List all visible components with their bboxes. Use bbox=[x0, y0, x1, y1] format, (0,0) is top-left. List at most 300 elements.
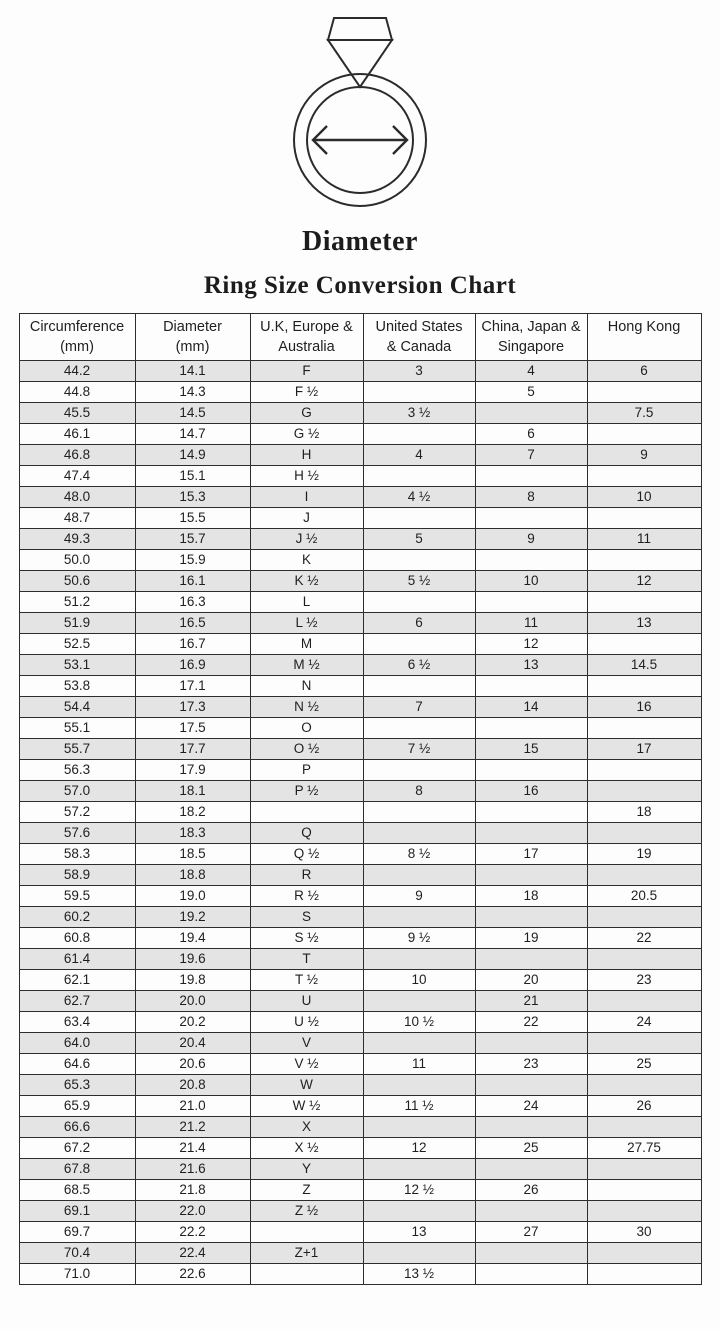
table-cell: M ½ bbox=[250, 655, 363, 676]
table-cell: 17.1 bbox=[135, 676, 250, 697]
table-cell: 23 bbox=[587, 970, 701, 991]
column-header-china-japan-singapore: China, Japan & Singapore bbox=[475, 314, 587, 361]
table-cell bbox=[363, 1201, 475, 1222]
table-row bbox=[19, 1033, 701, 1054]
table-cell: 12 ½ bbox=[363, 1180, 475, 1201]
table-cell: 6 bbox=[475, 424, 587, 445]
table-cell bbox=[587, 781, 701, 802]
table-cell: 52.5 bbox=[19, 634, 135, 655]
table-cell: 17.3 bbox=[135, 697, 250, 718]
table-cell: 22.0 bbox=[135, 1201, 250, 1222]
table-cell: 14.9 bbox=[135, 445, 250, 466]
table-row bbox=[19, 466, 701, 487]
table-cell: 14.3 bbox=[135, 382, 250, 403]
table-cell: 22 bbox=[587, 928, 701, 949]
table-cell: 7 bbox=[475, 445, 587, 466]
table-cell bbox=[363, 718, 475, 739]
table-cell bbox=[587, 592, 701, 613]
table-cell: 13 ½ bbox=[363, 1264, 475, 1285]
table-cell bbox=[587, 991, 701, 1012]
table-cell: 10 ½ bbox=[363, 1012, 475, 1033]
table-cell: 6 bbox=[587, 361, 701, 382]
table-cell: 19.8 bbox=[135, 970, 250, 991]
table-cell: 18.5 bbox=[135, 844, 250, 865]
table-cell: 53.8 bbox=[19, 676, 135, 697]
table-cell: Z+1 bbox=[250, 1243, 363, 1264]
table-cell: V bbox=[250, 1033, 363, 1054]
table-cell: 65.3 bbox=[19, 1075, 135, 1096]
table-cell bbox=[475, 1243, 587, 1264]
table-row bbox=[19, 550, 701, 571]
table-cell bbox=[363, 1117, 475, 1138]
table-row bbox=[19, 1117, 701, 1138]
table-cell bbox=[475, 865, 587, 886]
table-cell: 16.1 bbox=[135, 571, 250, 592]
table-row bbox=[19, 676, 701, 697]
table-cell: P ½ bbox=[250, 781, 363, 802]
table-row bbox=[19, 655, 701, 676]
table-cell: 15.5 bbox=[135, 508, 250, 529]
table-cell: 6 ½ bbox=[363, 655, 475, 676]
table-cell bbox=[475, 718, 587, 739]
table-cell: 16 bbox=[587, 697, 701, 718]
table-cell: 19 bbox=[475, 928, 587, 949]
table-row bbox=[19, 1201, 701, 1222]
table-cell: 67.8 bbox=[19, 1159, 135, 1180]
table-cell: 47.4 bbox=[19, 466, 135, 487]
table-cell: 17.5 bbox=[135, 718, 250, 739]
table-cell: 10 bbox=[475, 571, 587, 592]
diamond-pavilion-shape bbox=[328, 40, 392, 87]
table-cell: 8 bbox=[363, 781, 475, 802]
table-cell: 14.1 bbox=[135, 361, 250, 382]
table-cell: O ½ bbox=[250, 739, 363, 760]
table-cell: 53.1 bbox=[19, 655, 135, 676]
table-cell: 17 bbox=[587, 739, 701, 760]
table-cell: 45.5 bbox=[19, 403, 135, 424]
table-cell: 62.1 bbox=[19, 970, 135, 991]
table-cell: 10 bbox=[363, 970, 475, 991]
table-cell bbox=[587, 823, 701, 844]
table-cell: 48.0 bbox=[19, 487, 135, 508]
table-cell: 20.0 bbox=[135, 991, 250, 1012]
table-cell: 15.3 bbox=[135, 487, 250, 508]
table-cell bbox=[363, 1033, 475, 1054]
table-cell bbox=[587, 907, 701, 928]
table-cell bbox=[587, 466, 701, 487]
table-cell bbox=[475, 466, 587, 487]
table-cell bbox=[587, 1075, 701, 1096]
table-cell: 12 bbox=[363, 1138, 475, 1159]
column-header-diameter: Diameter (mm) bbox=[135, 314, 250, 361]
table-cell: T ½ bbox=[250, 970, 363, 991]
table-cell: 70.4 bbox=[19, 1243, 135, 1264]
table-cell: 5 bbox=[363, 529, 475, 550]
table-cell bbox=[363, 1075, 475, 1096]
diameter-arrow bbox=[313, 126, 407, 154]
table-cell: 17.9 bbox=[135, 760, 250, 781]
table-cell bbox=[587, 1117, 701, 1138]
table-cell: 18.8 bbox=[135, 865, 250, 886]
table-cell: 11 bbox=[363, 1054, 475, 1075]
table-row bbox=[19, 991, 701, 1012]
table-cell: 15 bbox=[475, 739, 587, 760]
table-cell bbox=[363, 550, 475, 571]
table-cell: H ½ bbox=[250, 466, 363, 487]
table-cell bbox=[587, 1159, 701, 1180]
table-cell bbox=[363, 1159, 475, 1180]
table-cell bbox=[363, 760, 475, 781]
table-cell: 20.2 bbox=[135, 1012, 250, 1033]
table-cell bbox=[250, 802, 363, 823]
table-row bbox=[19, 865, 701, 886]
table-cell bbox=[475, 907, 587, 928]
conversion-table-body bbox=[19, 361, 701, 1285]
table-cell bbox=[363, 907, 475, 928]
table-cell: 57.6 bbox=[19, 823, 135, 844]
table-cell bbox=[475, 676, 587, 697]
table-cell: 62.7 bbox=[19, 991, 135, 1012]
table-cell: Z ½ bbox=[250, 1201, 363, 1222]
column-header-hong-kong: Hong Kong bbox=[587, 314, 701, 361]
table-cell: 27.75 bbox=[587, 1138, 701, 1159]
table-cell: Q bbox=[250, 823, 363, 844]
table-cell: 19.6 bbox=[135, 949, 250, 970]
table-cell: 14.5 bbox=[135, 403, 250, 424]
table-cell: 21.6 bbox=[135, 1159, 250, 1180]
table-cell: J bbox=[250, 508, 363, 529]
table-cell bbox=[587, 949, 701, 970]
table-cell: 71.0 bbox=[19, 1264, 135, 1285]
table-cell bbox=[587, 1180, 701, 1201]
table-cell bbox=[587, 508, 701, 529]
table-cell: Y bbox=[250, 1159, 363, 1180]
table-row bbox=[19, 697, 701, 718]
ring-size-conversion-table bbox=[19, 313, 702, 1285]
table-cell bbox=[587, 676, 701, 697]
table-cell: 64.0 bbox=[19, 1033, 135, 1054]
table-cell: 60.8 bbox=[19, 928, 135, 949]
table-cell: X bbox=[250, 1117, 363, 1138]
table-cell: 22 bbox=[475, 1012, 587, 1033]
table-cell: 26 bbox=[475, 1180, 587, 1201]
table-cell: 20.5 bbox=[587, 886, 701, 907]
table-cell: 21.2 bbox=[135, 1117, 250, 1138]
table-cell: 3 ½ bbox=[363, 403, 475, 424]
table-cell: 19.4 bbox=[135, 928, 250, 949]
table-cell: 23 bbox=[475, 1054, 587, 1075]
table-cell: 19 bbox=[587, 844, 701, 865]
table-cell: S bbox=[250, 907, 363, 928]
table-cell: 15.9 bbox=[135, 550, 250, 571]
table-cell: 20.8 bbox=[135, 1075, 250, 1096]
table-cell: 22.4 bbox=[135, 1243, 250, 1264]
table-cell: 55.1 bbox=[19, 718, 135, 739]
table-cell: 44.2 bbox=[19, 361, 135, 382]
table-cell: K ½ bbox=[250, 571, 363, 592]
table-cell: N bbox=[250, 676, 363, 697]
table-cell: 7 bbox=[363, 697, 475, 718]
table-cell: W bbox=[250, 1075, 363, 1096]
table-cell: 11 ½ bbox=[363, 1096, 475, 1117]
table-cell: 22.2 bbox=[135, 1222, 250, 1243]
diamond-crown-shape bbox=[328, 18, 392, 40]
table-cell bbox=[587, 550, 701, 571]
table-cell bbox=[363, 508, 475, 529]
table-cell: 16.5 bbox=[135, 613, 250, 634]
table-cell: 6 bbox=[363, 613, 475, 634]
table-cell bbox=[363, 466, 475, 487]
table-row bbox=[19, 361, 701, 382]
table-cell: 24 bbox=[475, 1096, 587, 1117]
page-title: Ring Size Conversion Chart bbox=[203, 272, 517, 299]
table-cell bbox=[475, 1033, 587, 1054]
table-cell: 20.6 bbox=[135, 1054, 250, 1075]
table-cell bbox=[475, 802, 587, 823]
table-cell: 26 bbox=[587, 1096, 701, 1117]
table-row bbox=[19, 1096, 701, 1117]
table-cell bbox=[475, 508, 587, 529]
table-cell: 14 bbox=[475, 697, 587, 718]
table-cell bbox=[475, 823, 587, 844]
table-cell: 21.4 bbox=[135, 1138, 250, 1159]
table-cell: 13 bbox=[587, 613, 701, 634]
table-cell: M bbox=[250, 634, 363, 655]
table-cell: 9 bbox=[587, 445, 701, 466]
table-cell: 25 bbox=[587, 1054, 701, 1075]
table-cell: 10 bbox=[587, 487, 701, 508]
table-cell: 27 bbox=[475, 1222, 587, 1243]
table-cell: H bbox=[250, 445, 363, 466]
table-cell: 19.0 bbox=[135, 886, 250, 907]
table-cell bbox=[363, 1243, 475, 1264]
table-cell: 58.3 bbox=[19, 844, 135, 865]
table-row bbox=[19, 1075, 701, 1096]
table-cell: 7.5 bbox=[587, 403, 701, 424]
table-row bbox=[19, 529, 701, 550]
table-cell: 50.6 bbox=[19, 571, 135, 592]
table-cell bbox=[250, 1264, 363, 1285]
table-cell bbox=[250, 1222, 363, 1243]
table-row bbox=[19, 1138, 701, 1159]
table-cell: 3 bbox=[363, 361, 475, 382]
table-cell: 67.2 bbox=[19, 1138, 135, 1159]
table-cell: 4 bbox=[475, 361, 587, 382]
table-cell bbox=[363, 676, 475, 697]
table-row bbox=[19, 592, 701, 613]
table-row bbox=[19, 844, 701, 865]
table-cell: 68.5 bbox=[19, 1180, 135, 1201]
table-cell: T bbox=[250, 949, 363, 970]
table-cell bbox=[363, 634, 475, 655]
table-cell bbox=[363, 949, 475, 970]
table-cell: 15.1 bbox=[135, 466, 250, 487]
table-cell: 17 bbox=[475, 844, 587, 865]
table-cell: 58.9 bbox=[19, 865, 135, 886]
table-row bbox=[19, 760, 701, 781]
table-cell: 15.7 bbox=[135, 529, 250, 550]
table-row bbox=[19, 508, 701, 529]
table-cell: V ½ bbox=[250, 1054, 363, 1075]
table-cell: 17.7 bbox=[135, 739, 250, 760]
table-cell: 61.4 bbox=[19, 949, 135, 970]
table-row bbox=[19, 487, 701, 508]
table-cell: W ½ bbox=[250, 1096, 363, 1117]
table-cell: 59.5 bbox=[19, 886, 135, 907]
table-cell bbox=[363, 865, 475, 886]
table-row bbox=[19, 1159, 701, 1180]
table-cell: P bbox=[250, 760, 363, 781]
column-header-us-canada: United States & Canada bbox=[363, 314, 475, 361]
table-cell: G ½ bbox=[250, 424, 363, 445]
table-cell bbox=[363, 424, 475, 445]
table-cell: 9 bbox=[363, 886, 475, 907]
ring-diagram bbox=[0, 0, 720, 209]
table-row bbox=[19, 928, 701, 949]
table-cell: 12 bbox=[587, 571, 701, 592]
table-row bbox=[19, 382, 701, 403]
table-cell: 16.7 bbox=[135, 634, 250, 655]
table-cell: 69.1 bbox=[19, 1201, 135, 1222]
table-row bbox=[19, 1264, 701, 1285]
table-cell: 25 bbox=[475, 1138, 587, 1159]
table-row bbox=[19, 1054, 701, 1075]
table-cell bbox=[363, 991, 475, 1012]
table-cell: U ½ bbox=[250, 1012, 363, 1033]
table-cell bbox=[475, 403, 587, 424]
table-cell: 18 bbox=[475, 886, 587, 907]
table-cell: 56.3 bbox=[19, 760, 135, 781]
table-cell: 5 bbox=[475, 382, 587, 403]
table-cell bbox=[587, 424, 701, 445]
table-cell: Q ½ bbox=[250, 844, 363, 865]
table-cell bbox=[587, 865, 701, 886]
table-cell: 16 bbox=[475, 781, 587, 802]
table-cell bbox=[363, 823, 475, 844]
diameter-label: Diameter bbox=[302, 226, 418, 257]
table-cell: 9 bbox=[475, 529, 587, 550]
table-cell bbox=[475, 1075, 587, 1096]
table-row bbox=[19, 718, 701, 739]
table-cell: 18.3 bbox=[135, 823, 250, 844]
table-row bbox=[19, 886, 701, 907]
table-cell: 14.7 bbox=[135, 424, 250, 445]
table-cell: 21.0 bbox=[135, 1096, 250, 1117]
table-cell: X ½ bbox=[250, 1138, 363, 1159]
table-cell: 7 ½ bbox=[363, 739, 475, 760]
table-cell: 13 bbox=[363, 1222, 475, 1243]
table-cell: 14.5 bbox=[587, 655, 701, 676]
table-cell bbox=[587, 1201, 701, 1222]
table-row bbox=[19, 571, 701, 592]
table-cell: 60.2 bbox=[19, 907, 135, 928]
table-cell: 54.4 bbox=[19, 697, 135, 718]
table-cell: 50.0 bbox=[19, 550, 135, 571]
table-cell: L bbox=[250, 592, 363, 613]
table-cell: 16.9 bbox=[135, 655, 250, 676]
table-cell bbox=[587, 718, 701, 739]
table-cell bbox=[363, 802, 475, 823]
table-cell: 11 bbox=[475, 613, 587, 634]
table-cell: 20.4 bbox=[135, 1033, 250, 1054]
table-cell bbox=[475, 949, 587, 970]
table-cell bbox=[363, 592, 475, 613]
table-cell: G bbox=[250, 403, 363, 424]
table-row bbox=[19, 1012, 701, 1033]
table-row bbox=[19, 781, 701, 802]
table-cell: 51.9 bbox=[19, 613, 135, 634]
table-cell bbox=[475, 592, 587, 613]
table-cell: 51.2 bbox=[19, 592, 135, 613]
table-cell: 8 bbox=[475, 487, 587, 508]
table-cell: 12 bbox=[475, 634, 587, 655]
table-cell: 64.6 bbox=[19, 1054, 135, 1075]
table-cell: 11 bbox=[587, 529, 701, 550]
table-row bbox=[19, 739, 701, 760]
table-row bbox=[19, 907, 701, 928]
table-row bbox=[19, 1222, 701, 1243]
table-cell bbox=[475, 1201, 587, 1222]
table-cell bbox=[475, 1117, 587, 1138]
table-cell: 46.1 bbox=[19, 424, 135, 445]
table-row bbox=[19, 613, 701, 634]
table-cell: J ½ bbox=[250, 529, 363, 550]
table-cell: U bbox=[250, 991, 363, 1012]
table-row bbox=[19, 424, 701, 445]
table-cell bbox=[363, 382, 475, 403]
table-row bbox=[19, 1243, 701, 1264]
table-cell: 22.6 bbox=[135, 1264, 250, 1285]
table-cell: 24 bbox=[587, 1012, 701, 1033]
table-cell bbox=[475, 760, 587, 781]
table-cell: 55.7 bbox=[19, 739, 135, 760]
table-cell: 20 bbox=[475, 970, 587, 991]
table-cell: 65.9 bbox=[19, 1096, 135, 1117]
table-row bbox=[19, 634, 701, 655]
table-row bbox=[19, 1180, 701, 1201]
column-header-uk-europe-australia: U.K, Europe & Australia bbox=[250, 314, 363, 361]
diamond-ring-diameter-icon bbox=[275, 13, 445, 209]
table-row bbox=[19, 802, 701, 823]
column-header-circumference: Circumference (mm) bbox=[19, 314, 135, 361]
table-cell: 4 bbox=[363, 445, 475, 466]
table-cell: 21.8 bbox=[135, 1180, 250, 1201]
table-cell: R ½ bbox=[250, 886, 363, 907]
table-cell: 66.6 bbox=[19, 1117, 135, 1138]
table-cell bbox=[587, 382, 701, 403]
table-cell: 63.4 bbox=[19, 1012, 135, 1033]
table-cell bbox=[475, 550, 587, 571]
table-cell: 16.3 bbox=[135, 592, 250, 613]
table-cell bbox=[587, 634, 701, 655]
table-header-row bbox=[19, 314, 701, 361]
table-cell: 57.2 bbox=[19, 802, 135, 823]
table-cell: O bbox=[250, 718, 363, 739]
table-cell: K bbox=[250, 550, 363, 571]
table-cell: L ½ bbox=[250, 613, 363, 634]
table-cell: F bbox=[250, 361, 363, 382]
table-cell: 18.1 bbox=[135, 781, 250, 802]
table-cell: 9 ½ bbox=[363, 928, 475, 949]
table-cell: S ½ bbox=[250, 928, 363, 949]
table-cell: 13 bbox=[475, 655, 587, 676]
table-row bbox=[19, 403, 701, 424]
table-cell: R bbox=[250, 865, 363, 886]
table-cell: 30 bbox=[587, 1222, 701, 1243]
table-cell: 19.2 bbox=[135, 907, 250, 928]
table-cell: 57.0 bbox=[19, 781, 135, 802]
table-cell bbox=[587, 760, 701, 781]
